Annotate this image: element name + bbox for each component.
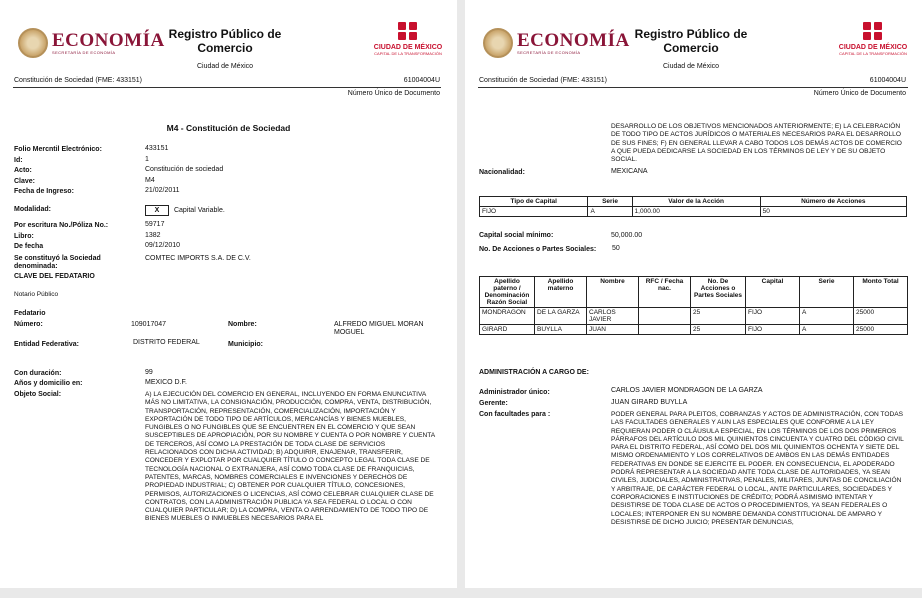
column-header: Nombre [587,277,639,308]
domicilio-label: Años y domicilio en: [14,380,83,387]
escritura-fields [14,222,434,254]
nacionalidad-value: MEXICANA [611,168,648,175]
facultades-text: PODER GENERAL PARA PLEITOS, COBRANZAS Y ACTOS DE ADMINISTRACIÓN, CON TODAS LAS FACULTADES GENERALES Y AUN LAS ESPECIALES QUE CONFORME A LA LEY REQUIERAN PODER O CLÁUSULA ESPECIAL, EN LOS TÉRMINOS DE LOS DOS PRIMEROS PÁRRAFOS DEL ARTÍCULO DOS MIL QUINIENTOS CINCUENTA Y CUATRO DEL CÓDIGO CIVIL PARA EL DISTRITO FEDERAL, ASÍ COMO DEL DOS MIL QUINIENTOS OCHENTA Y SIETE DEL MISMO ORDENAMIENTO Y LOS CORRELATIVOS DE AMBOS EN LAS DEMÁS ENTIDADES FEDERATIVAS EN DONDE SE EJERCITE EL PODER. EN CONSECUENCIA, EL APODERADO PODRÁ REPRESENTAR A LA SOCIEDAD ANTE TODA CLASE DE AUTORIDADES, YA SEAN CIVILES, JUDICIALES, ADMINISTRATIVAS, PENALES, MILITARES, JUNTAS DE CONCILIACIÓN Y ARBITRAJE, DE CARÁCTER FEDERAL O LOCAL, ANTE PARTICULARES, SOCIEDADES Y CORPORACIONES E INSTITUCIONES DE CRÉDITO; PODRÁ ASIMISMO INTENTAR Y DESISTIRSE DE TODA CLASE DE ACTOS O PROCEDIMIENTOS, YA SEAN FEDERALES O LOCALES; INTERPONER EN SU NOMBRE DEMANDA CONSTITUCIONAL DE AMPARO Y DESISTIRSE DE DICHO JUICIO; PRESENTAR DENUNCIAS, [611,411,904,526]
clave-fedatario: CLAVE DEL FEDATARIO [14,273,95,280]
table-cell: 25 [691,308,746,325]
field-label: Por escritura No./Póliza No.: [14,222,109,229]
economia-wordmark: ECONOMÍA [52,29,165,51]
objeto-social-text: A) LA EJECUCIÓN DEL COMERCIO EN GENERAL, INCLUYENDO EN FORMA ENUNCIATIVA MÁS NO LIMITATIVA, LA CONSIGNACIÓN, PRODUCCIÓN, COMPRA, VENTA, DISTRIBUCIÓN, TRANSPORTACIÓN, REPRESENTACIÓN, COMERCIALIZACIÓN, IMPORTACIÓN Y EXPORTACIÓN DE TODO TIPO DE ARTÍCULOS, MERCANCÍAS Y BIENES MUEBLES, FUNGIBLES O NO FUNGIBLES QUE SE ENCUENTREN EN EL COMERCIO Y QUE SEAN SUSCEPTIBLES DE APROPIACIÓN, POR SU NOMBRE Y CUENTA O POR NOMBRE Y CUENTA DE TERCEROS, ASÍ COMO LA PRESTACIÓN DE TODA CLASE DE SERVICIOS RELACIONADOS CON DICHA ACTIVIDAD; B) ADQUIRIR, ENAJENAR, TRANSFERIR, CONCEDER Y EXPLOTAR POR CUALQUIER TÍTULO O CONCEPTO LEGAL TODA CLASE DE TECNOLOGÍA NACIONAL O EXTRANJERA, ASÍ COMO TODA CLASE DE FRANQUICIAS, PATENTES, MARCAS, NOMBRES COMERCIALES E INVENCIONES Y DERECHOS DE PROPIEDAD INDUSTRIAL; C) OBTENER POR CUALQUIER TÍTULO, CONCESIONES, PERMISOS, AUTORIZACIONES O LICENCIAS, ASÍ COMO CELEBRAR CUALQUIER CLASE DE CONTRATOS, CON LA ADMINISTRACIÓN PUBLICA YA SEA FEDERAL O LOCAL O CON CUALQUIER PARTICULAR; D) LA COMPRA, VENTA O ARRENDAMIENTO DE TODO TIPO DE BIENES MUEBLES O INMUEBLES NECESARIOS PARA EL [145,391,435,523]
field-label: Acto: [14,167,32,174]
field-row [14,178,434,189]
capital-minimo-label: Capital social mínimo: [479,232,554,239]
field-value: M4 [145,176,155,184]
facultades-label: Con facultades para : [479,411,551,418]
city-label: Ciudad de México [196,63,254,70]
field-value: 433151 [145,145,169,152]
gerente-label: Gerente: [479,400,508,407]
modalidad-checkbox: X [145,205,169,216]
column-header: RFC / Fecha nac. [639,277,691,308]
column-header: Valor de la Acción [632,197,760,207]
nombre-value: ALFREDO MIGUEL MORAN MOGUEL [334,321,424,336]
cdmx-emblem-icon [395,20,421,42]
economia-logo [18,28,165,58]
page-title: Registro Público de Comercio [634,27,748,55]
administrador-label: Administrador único: [479,389,550,396]
field-value: 1 [145,155,149,163]
table-cell: A [588,207,632,217]
column-header: Tipo de Capital [480,197,588,207]
table-cell: 25000 [854,325,908,335]
table-cell: 50 [760,207,906,217]
municipio-label: Municipio: [228,341,263,348]
document-number-label: Número Único de Documento [347,90,440,97]
nombre-label: Nombre: [228,321,257,328]
document-number: 61004004U [869,77,906,84]
field-value: Constitución de sociedad [145,166,224,173]
economia-subtitle: SECRETARÍA DE ECONOMÍA [517,49,581,55]
field-label: De fecha [14,243,44,250]
notario-label: Notario Público [14,291,59,298]
header-divider [13,87,441,88]
header-divider [478,87,908,88]
city-label: Ciudad de México [662,63,720,70]
table-cell: MONDRAGON [480,308,535,325]
table-cell: 25 [691,325,746,335]
column-header: Capital [746,277,800,308]
economia-logo [483,28,630,58]
acciones-label: No. De Acciones o Partes Sociales: [479,246,597,253]
table-cell: 25000 [854,308,908,325]
fedatario-label: Fedatario [14,310,46,317]
table-cell: CARLOS JAVIER [587,308,639,325]
table-cell [639,308,691,325]
capital-table [479,196,907,217]
duracion-label: Con duración: [14,370,62,377]
field-value: 09/12/2010 [145,242,181,249]
domicilio-value: MEXICO D.F. [145,379,188,386]
field-row [14,188,434,199]
column-header: Serie [588,197,632,207]
table-cell: A [800,325,854,335]
gerente-value: JUAN GIRARD BUYLLA [611,399,688,406]
table-cell: FIJO [480,207,588,217]
field-value: 21/02/2011 [145,187,180,194]
field-row [14,243,434,254]
table-cell: DE LA GARZA [535,308,587,325]
field-value: 1382 [145,231,161,239]
entidad-value: DISTRITO FEDERAL [133,339,200,346]
field-value: 59717 [145,221,165,228]
field-row [14,157,434,168]
numero-label: Número: [14,321,43,328]
table-cell: FIJO [746,308,800,325]
table-cell: BUYLLA [535,325,587,335]
column-header: Número de Acciones [760,197,906,207]
column-header: Serie [800,277,854,308]
modalidad-value: X Capital Variable. [145,205,225,216]
field-row [14,233,434,244]
nacionalidad-label: Nacionalidad: [479,169,525,176]
field-label: Clave: [14,177,36,185]
table-cell: FIJO [746,325,800,335]
objeto-social-continued: DESARROLLO DE LOS OBJETIVOS MENCIONADOS ANTERIORMENTE; E) LA CELEBRACIÓN DE TODO TIPO DE ACTOS JURÍDICOS O MATERIALES NECESARIOS PARA EL DESARROLLO DE SUS FINES; F) EN GENERAL LLEVAR A CABO TODOS LOS DEMÁS ACTOS DE COMERCIO A QUE PUEDA DEDICARSE LA SOCIEDAD EN LOS TÉRMINOS DE LEY Y DE SU OBJETO SOCIAL. [611,123,902,164]
document-page-2 [465,0,922,588]
field-label: Fecha de Ingreso: [14,188,74,195]
column-header: Monto Total [854,277,908,308]
page-title: Registro Público de Comercio [168,27,282,55]
document-number-label: Número Único de Documento [813,90,906,97]
table-cell: GIRARD [480,325,535,335]
section-title: M4 - Constitución de Sociedad [166,123,291,133]
cdmx-emblem-icon [860,20,886,42]
document-number: 61004004U [403,77,440,84]
company-name: COMTEC IMPORTS S.A. DE C.V. [145,255,251,262]
field-label: Folio Mercntil Electrónico: [14,146,102,153]
table-row [480,308,908,325]
column-header: Apellido materno [535,277,587,308]
acciones-value: 50 [612,245,620,252]
economia-wordmark: ECONOMÍA [517,29,630,51]
field-row [14,146,434,157]
field-label: Libro: [14,232,34,240]
field-label: Id: [14,156,23,164]
capital-minimo-value: 50,000.00 [611,232,643,239]
duracion-value: 99 [145,369,153,376]
constituyo-label: Se constituyó la Sociedad denominada: [14,255,101,270]
national-seal-icon [483,28,513,58]
numero-value: 109017047 [131,321,167,328]
administracion-title: ADMINISTRACIÓN A CARGO DE: [479,369,589,376]
field-row [14,167,434,178]
socios-table [479,276,908,335]
entidad-label: Entidad Federativa: [14,341,79,348]
column-header: Apellido paterno / Denominación Razón Social [480,277,535,308]
document-page-1 [0,0,457,588]
registry-fields [14,146,434,199]
table-cell: JUAN [587,325,639,335]
table-cell [639,325,691,335]
field-row [14,222,434,233]
table-row [480,207,907,217]
document-reference: Constitución de Sociedad (FME: 433151) [14,77,143,84]
document-reference: Constitución de Sociedad (FME: 433151) [479,77,608,84]
column-header: No. De Acciones o Partes Sociales [691,277,746,308]
table-cell: A [800,308,854,325]
table-row [480,325,908,335]
economia-subtitle: SECRETARÍA DE ECONOMÍA [52,49,116,55]
administrador-value: CARLOS JAVIER MONDRAGON DE LA GARZA [611,387,763,394]
cdmx-logo: CIUDAD DE MÉXICO CAPITAL DE LA TRANSFORMACIÓN [368,20,448,56]
table-cell: 1,000.00 [632,207,760,217]
modalidad-label: Modalidad: [14,206,51,213]
objeto-label: Objeto Social: [14,391,62,398]
national-seal-icon [18,28,48,58]
cdmx-logo: CIUDAD DE MÉXICO CAPITAL DE LA TRANSFORMACIÓN [833,20,913,56]
